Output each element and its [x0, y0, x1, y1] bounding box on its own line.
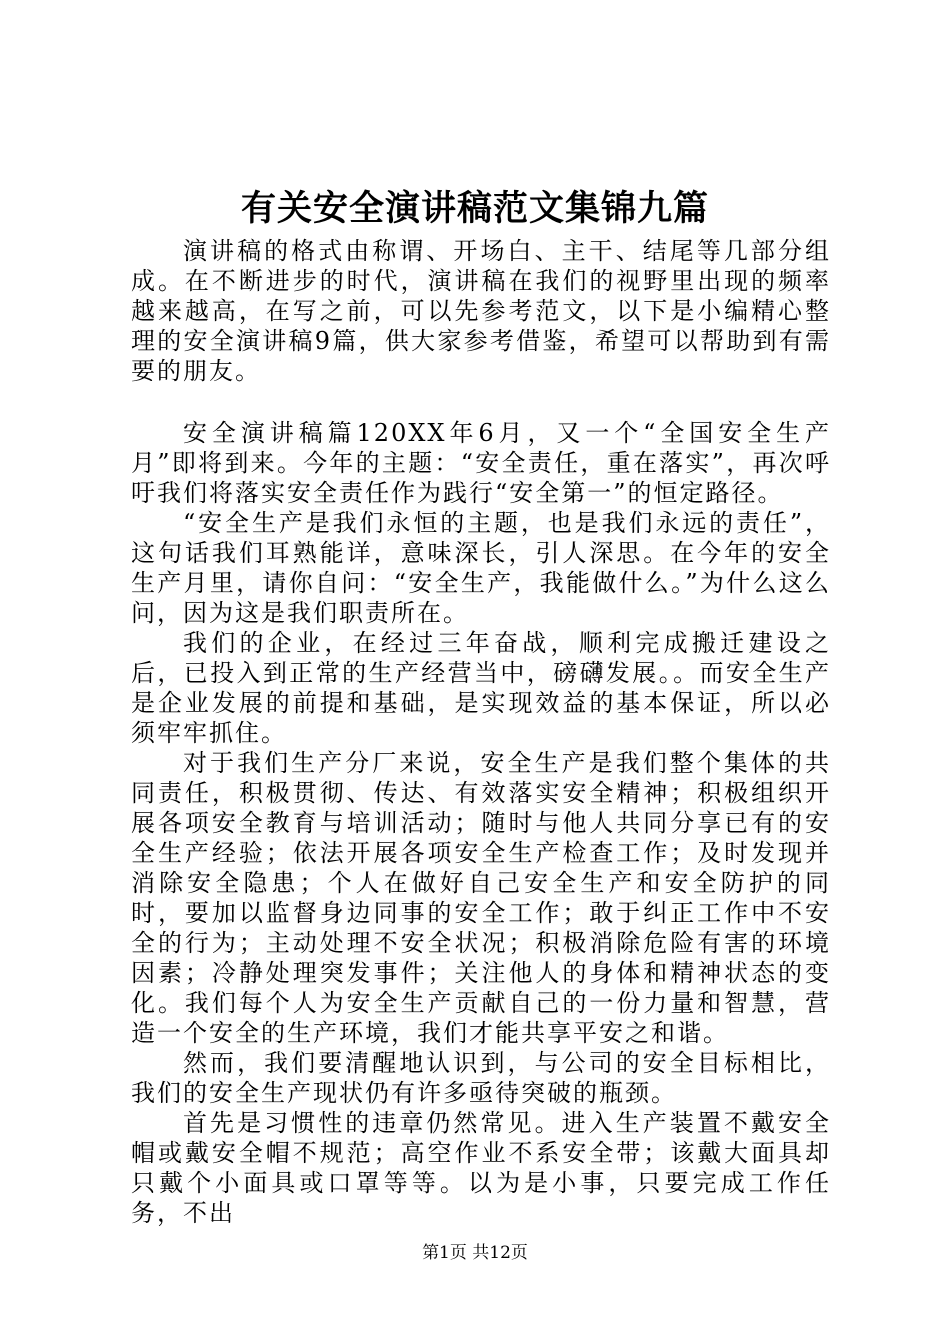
document-title: 有关安全演讲稿范文集锦九篇 [240, 188, 709, 229]
paragraph: “安全生产是我们永恒的主题，也是我们永远的责任”，这句话我们耳熟能详，意味深长，引人深思。在今年的安全生产月里，请你自问：“安全生产，我能做什么。”为什么这么问，因为这是我们职责所在。 [131, 509, 831, 627]
page-number-footer: 第1页 共12页 [422, 1243, 528, 1263]
paragraph-spacer [131, 386, 831, 418]
paragraph: 首先是习惯性的违章仍然常见。进入生产装置不戴安全帽或戴安全帽不规范；高空作业不系安全带；该戴大面具却只戴个小面具或口罩等等。以为是小事，只要完成工作任务，不出 [131, 1109, 831, 1227]
document-body [131, 236, 831, 1228]
paragraph: 然而，我们要清醒地认识到，与公司的安全目标相比，我们的安全生产现状仍有许多亟待突破的瓶颈。 [131, 1049, 831, 1107]
paragraph: 对于我们生产分厂来说，安全生产是我们整个集体的共同责任，积极贯彻、传达、有效落实安全精神；积极组织开展各项安全教育与培训活动；随时与他人共同分享已有的安全生产经验；依法开展各项安全生产检查工作；及时发现并消除安全隐患；个人在做好自己安全生产和安全防护的同时，要加以监督身边同事的安全工作；敢于纠正工作中不安全的行为；主动处理不安全状况；积极消除危险有害的环境因素；冷静处理突发事件；关注他人的身体和精神状态的变化。我们每个人为安全生产贡献自己的一份力量和智慧，营造一个安全的生产环境，我们才能共享平安之和谐。 [131, 749, 831, 1047]
paragraph-intro: 演讲稿的格式由称谓、开场白、主干、结尾等几部分组成。在不断进步的时代，演讲稿在我们的视野里出现的频率越来越高，在写之前，可以先参考范文，以下是小编精心整理的安全演讲稿9篇，供大家参考借鉴，希望可以帮助到有需要的朋友。 [131, 237, 831, 385]
paragraph: 我们的企业，在经过三年奋战，顺利完成搬迁建设之后，已投入到正常的生产经营当中，磅礴发展。。而安全生产是企业发展的前提和基础，是实现效益的基本保证，所以必须牢牢抓住。 [131, 629, 831, 747]
paragraph: 安全演讲稿篇120XX年6月，又一个“全国安全生产月”即将到来。今年的主题：“安全责任，重在落实”，再次呼吁我们将落实安全责任作为践行“安全第一”的恒定路径。 [131, 419, 831, 507]
